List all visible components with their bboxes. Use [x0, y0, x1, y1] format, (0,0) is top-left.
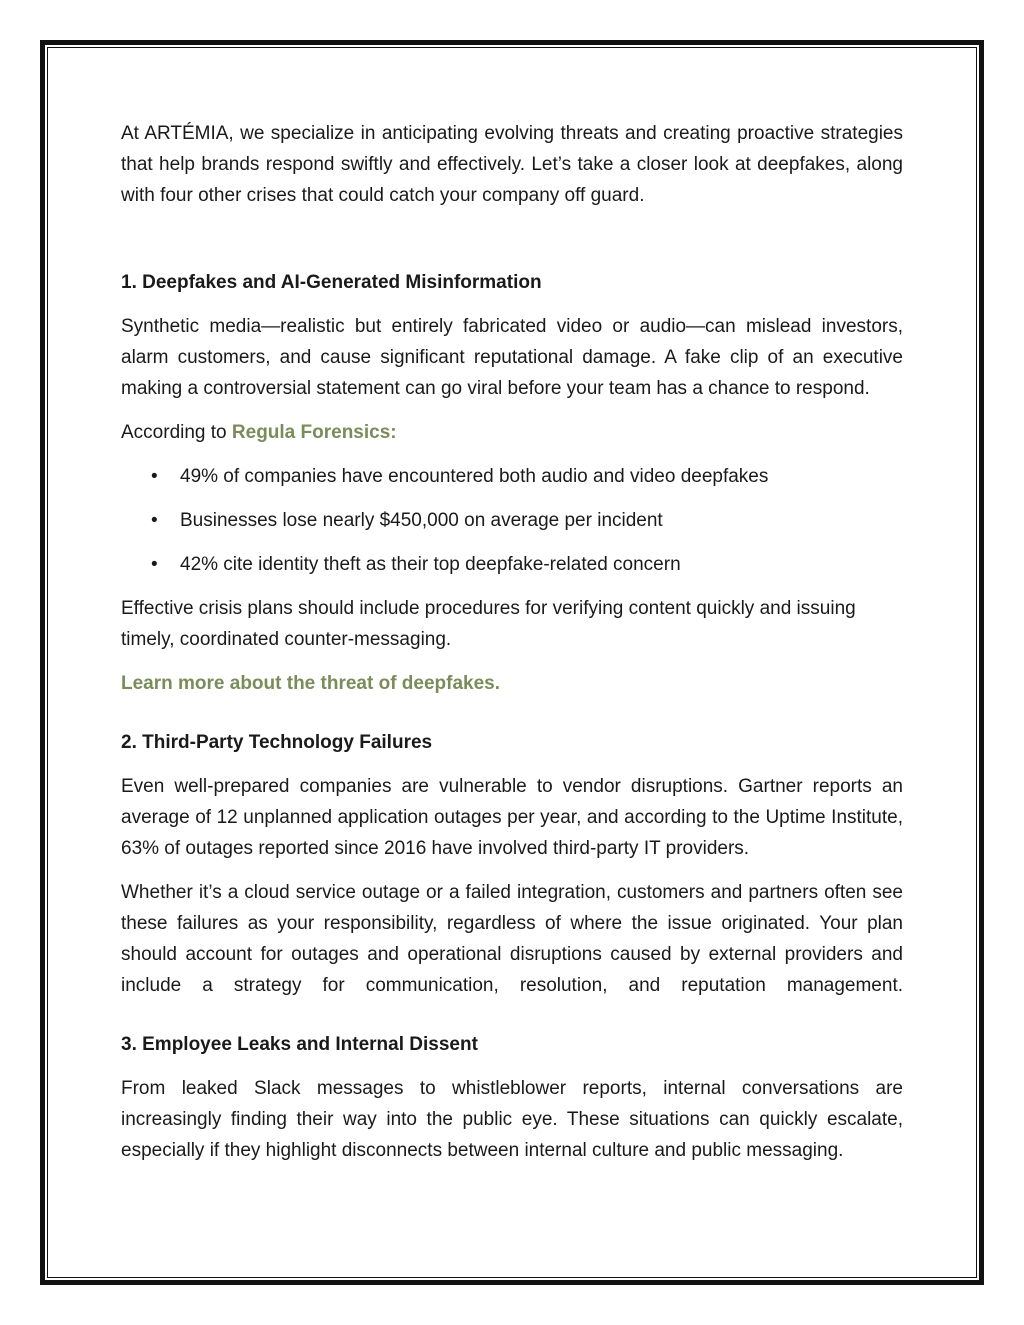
section-heading-third-party: 2. Third-Party Technology Failures	[121, 732, 433, 753]
section-heading-employee-leaks: 3. Employee Leaks and Internal Dissent	[121, 1034, 478, 1055]
deepfake-stats-list	[121, 461, 903, 580]
third-party-paragraph-2: Whether it’s a cloud service outage or a failed integration, customers and partners often see these failures as your responsibility, regardless of where the issue originated. Your plan should account for outages and operational disruptions caused by external providers and include a strategy for communication, resolution, and reputation management.	[121, 882, 903, 996]
learn-more-deepfakes-link[interactable]: Learn more about the threat of deepfakes.	[121, 673, 501, 694]
list-item: • 42% cite identity theft as their top deepfake-related concern	[121, 549, 903, 580]
bullet-icon: •	[151, 510, 158, 531]
list-item: • Businesses lose nearly $450,000 on average per incident	[121, 505, 903, 536]
according-to-line	[121, 417, 903, 448]
section-heading-deepfakes: 1. Deepfakes and AI-Generated Misinformation	[121, 272, 542, 293]
bullet-icon: •	[151, 466, 158, 487]
deepfakes-paragraph: Synthetic media—realistic but entirely fabricated video or audio—can mislead investors, alarm customers, and cause significant reputational damage. A fake clip of an executive making a controversial statement can go viral before your team has a chance to respond.	[121, 316, 903, 399]
crisis-plans-paragraph: Effective crisis plans should include procedures for verifying content quickly and issuing timely, coordinated counter-messaging.	[121, 598, 856, 650]
intro-paragraph: At ARTÉMIA, we specialize in anticipating evolving threats and creating proactive strategies that help brands respond swiftly and effectively. Let’s take a closer look at deepfakes, along with four other crises that could catch your company off guard.	[121, 123, 903, 206]
document-body	[121, 118, 903, 1166]
regula-forensics-link[interactable]: Regula Forensics:	[231, 422, 397, 443]
third-party-paragraph-1: Even well-prepared companies are vulnerable to vendor disruptions. Gartner reports an average of 12 unplanned application outages per year, and according to the Uptime Institute, 63% of outages reported since 2016 have involved third-party IT providers.	[121, 776, 903, 859]
according-prefix: According to	[121, 422, 232, 443]
bullet-icon: •	[151, 554, 158, 575]
list-item: • 49% of companies have encountered both audio and video deepfakes	[121, 461, 903, 492]
employee-leaks-paragraph: From leaked Slack messages to whistleblower reports, internal conversations are increasingly finding their way into the public eye. These situations can quickly escalate, especially if they highlight disconnects between internal culture and public messaging.	[121, 1078, 903, 1161]
